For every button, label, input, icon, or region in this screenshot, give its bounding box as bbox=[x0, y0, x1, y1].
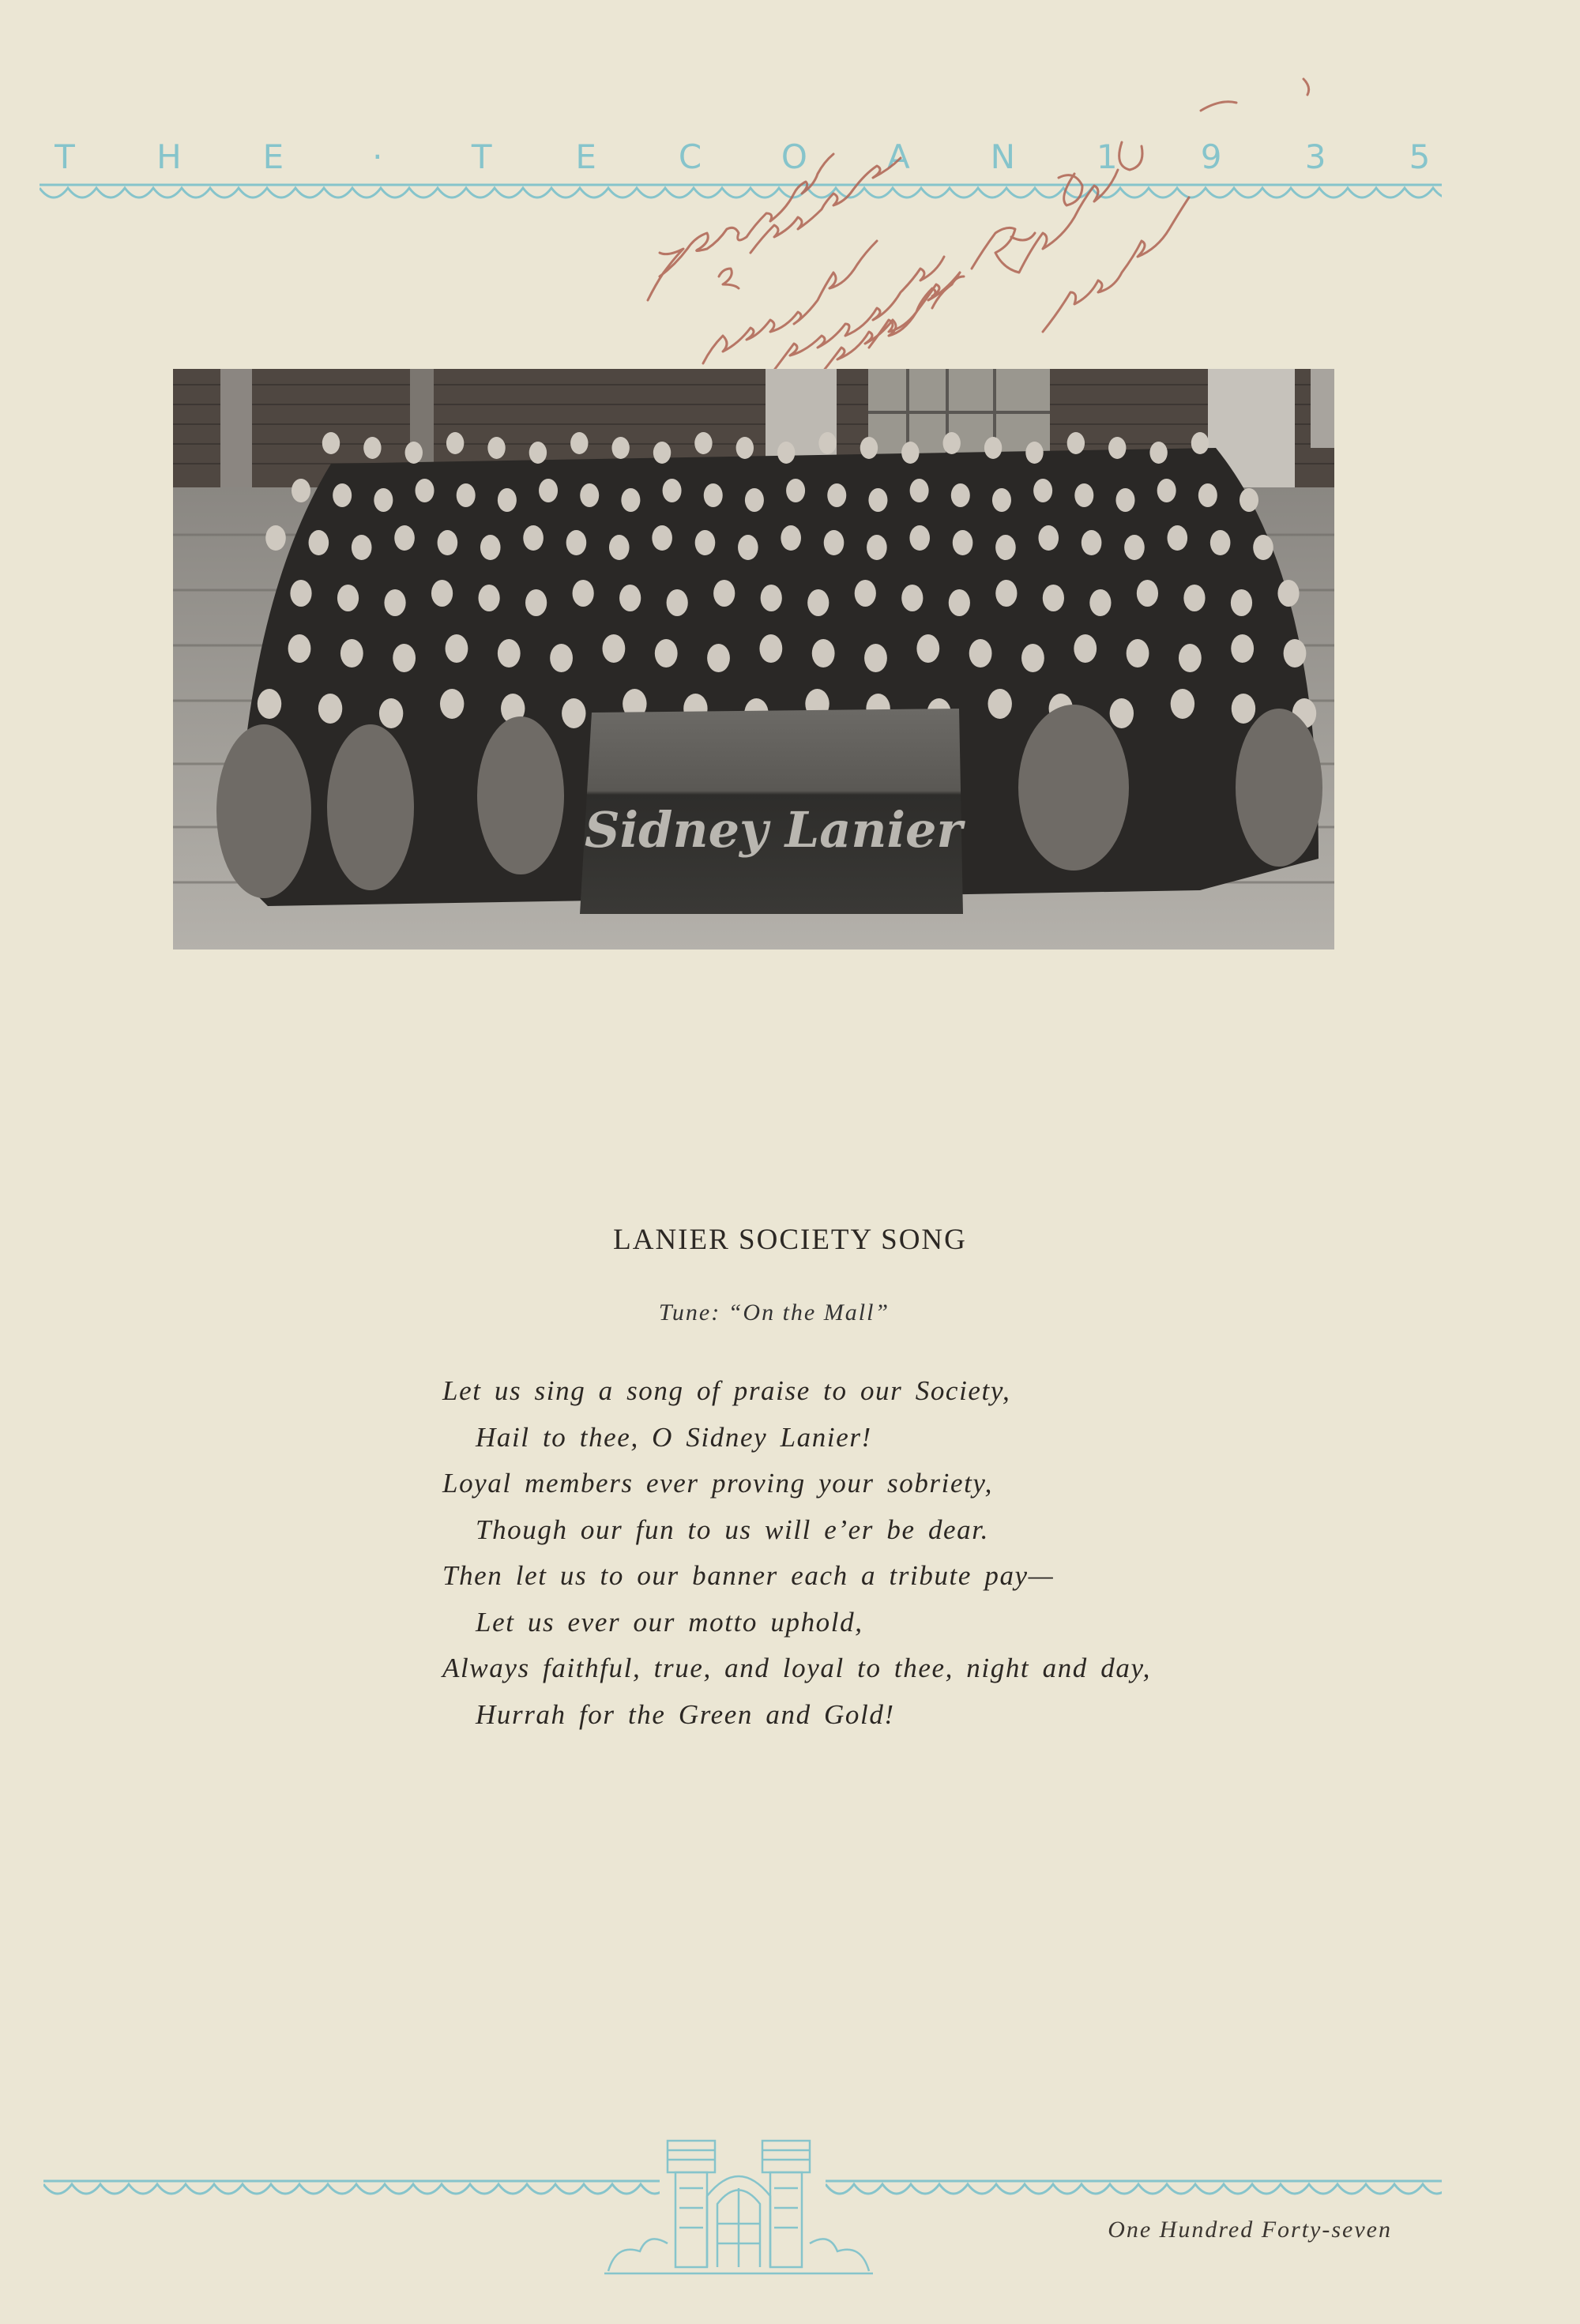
crowd-face bbox=[290, 580, 311, 607]
crowd-face bbox=[860, 437, 878, 459]
crowd-face bbox=[379, 698, 403, 728]
header-letter: 3 bbox=[1304, 137, 1326, 176]
crowd-face bbox=[704, 483, 723, 507]
header-letter: O bbox=[781, 137, 807, 176]
crowd-face bbox=[318, 694, 342, 724]
crowd-face bbox=[566, 530, 587, 555]
crowd-face bbox=[916, 634, 939, 663]
crowd-face bbox=[653, 442, 671, 464]
crowd-face bbox=[1168, 525, 1188, 551]
crowd-face bbox=[523, 525, 544, 551]
verse-line: Let us ever our motto uphold, bbox=[476, 1606, 863, 1638]
crowd-face bbox=[738, 535, 758, 560]
crowd-face bbox=[322, 432, 340, 454]
crowd-face bbox=[1137, 580, 1158, 607]
crowd-face bbox=[1232, 694, 1255, 724]
crowd-face bbox=[337, 585, 359, 611]
crowd-face bbox=[984, 437, 1002, 459]
verse-line: Let us sing a song of praise to our Society, bbox=[442, 1375, 1011, 1406]
crowd-face bbox=[695, 530, 716, 555]
crowd-face bbox=[1157, 479, 1176, 502]
crowd-face bbox=[405, 442, 423, 464]
crowd-face bbox=[781, 525, 801, 551]
crowd-face bbox=[480, 535, 501, 560]
crowd-face bbox=[478, 585, 499, 611]
crowd-face bbox=[394, 525, 415, 551]
crowd-face bbox=[995, 535, 1016, 560]
header-letter: 1 bbox=[1096, 137, 1118, 176]
crowd-face bbox=[457, 483, 476, 507]
song-verse bbox=[442, 1368, 1390, 1738]
crowd-face bbox=[333, 483, 352, 507]
crowd-face bbox=[619, 585, 641, 611]
crowd-face bbox=[1183, 585, 1205, 611]
crowd-face bbox=[864, 644, 887, 672]
verse-line: Though our fun to us will e’er be dear. bbox=[476, 1514, 989, 1545]
crowd-face bbox=[827, 483, 846, 507]
song-tune: Tune: “On the Mall” bbox=[658, 1299, 890, 1326]
crowd-face bbox=[525, 589, 547, 616]
crowd-face bbox=[1067, 432, 1085, 454]
crowd-face bbox=[1198, 483, 1217, 507]
crowd-face bbox=[1277, 580, 1299, 607]
crowd-face bbox=[969, 639, 992, 667]
crowd-face bbox=[580, 483, 599, 507]
handwritten-inscription bbox=[600, 16, 1454, 387]
crowd-face bbox=[667, 589, 688, 616]
header-letter: C bbox=[678, 137, 702, 176]
crowd-face bbox=[694, 432, 712, 454]
crowd-face bbox=[550, 644, 573, 672]
crowd-face bbox=[1110, 698, 1134, 728]
crowd-face bbox=[812, 639, 835, 667]
verse-line: Hurrah for the Green and Gold! bbox=[476, 1698, 895, 1730]
verse-line: Hail to thee, O Sidney Lanier! bbox=[476, 1421, 872, 1453]
header-letter: T bbox=[471, 137, 492, 176]
crowd-face bbox=[363, 437, 381, 459]
crowd-face bbox=[352, 535, 372, 560]
crowd-face bbox=[374, 488, 393, 512]
crowd-face bbox=[943, 432, 961, 454]
footer-wave-divider-left bbox=[43, 2176, 660, 2208]
crowd-face bbox=[1082, 530, 1102, 555]
crowd-face bbox=[855, 580, 876, 607]
crowd-face bbox=[992, 488, 1011, 512]
crowd-face bbox=[901, 442, 919, 464]
crowd-face bbox=[1240, 488, 1258, 512]
page-number: One Hundred Forty-seven bbox=[1108, 2217, 1392, 2243]
crowd-face bbox=[713, 580, 735, 607]
crowd-face bbox=[446, 634, 468, 663]
crowd-face bbox=[786, 479, 805, 502]
crowd-face bbox=[909, 525, 930, 551]
crowd-face bbox=[1284, 639, 1307, 667]
crowd-face bbox=[1253, 535, 1273, 560]
crowd-face bbox=[1191, 432, 1209, 454]
header-letter: · bbox=[372, 137, 383, 176]
crowd-face bbox=[901, 585, 923, 611]
crowd-face bbox=[736, 437, 754, 459]
photo-scene bbox=[173, 369, 1334, 950]
crowd-face bbox=[807, 589, 829, 616]
crowd-face bbox=[818, 432, 836, 454]
header-letter: 5 bbox=[1409, 137, 1431, 176]
crowd-face bbox=[761, 585, 782, 611]
crowd-face bbox=[609, 535, 630, 560]
crowd-face bbox=[498, 488, 517, 512]
crowd-face bbox=[951, 483, 970, 507]
crowd-face bbox=[431, 580, 453, 607]
crowd-face bbox=[824, 530, 845, 555]
crowd-face bbox=[265, 525, 286, 551]
crowd-face bbox=[707, 644, 730, 672]
crowd-face bbox=[1021, 644, 1044, 672]
header-letter: T bbox=[55, 137, 75, 176]
crowd-face bbox=[655, 639, 678, 667]
header-letter: E bbox=[262, 137, 284, 176]
header-letter: E bbox=[575, 137, 596, 176]
crowd-face bbox=[867, 535, 887, 560]
crowd-face bbox=[1149, 442, 1167, 464]
crowd-face bbox=[288, 634, 311, 663]
crowd-face bbox=[487, 437, 505, 459]
crowd-face bbox=[1038, 525, 1059, 551]
crowd-face bbox=[745, 488, 764, 512]
crowd-face bbox=[663, 479, 682, 502]
crowd-face bbox=[539, 479, 558, 502]
crowd-face bbox=[777, 442, 795, 464]
header-letter: H bbox=[156, 137, 182, 176]
crowd-face bbox=[438, 530, 458, 555]
crowd-face bbox=[498, 639, 521, 667]
crowd-face bbox=[1074, 634, 1097, 663]
crowd-face bbox=[1043, 585, 1064, 611]
crowd-face bbox=[1179, 644, 1202, 672]
crowd-face bbox=[953, 530, 973, 555]
crowd-face bbox=[1074, 483, 1093, 507]
crowd-face bbox=[910, 479, 929, 502]
crowd-face bbox=[258, 689, 281, 719]
crowd-face bbox=[573, 580, 594, 607]
crowd-face bbox=[1210, 530, 1231, 555]
crowd-face bbox=[1108, 437, 1126, 459]
crowd-face bbox=[393, 644, 416, 672]
crowd-face bbox=[1115, 488, 1134, 512]
crowd-face bbox=[949, 589, 970, 616]
crowd-face bbox=[1127, 639, 1149, 667]
header-letter: N bbox=[990, 137, 1015, 176]
crowd-face bbox=[1231, 589, 1252, 616]
crowd-face bbox=[1033, 479, 1052, 502]
crowd-face bbox=[384, 589, 405, 616]
header-letter: 9 bbox=[1200, 137, 1222, 176]
crowd-face bbox=[868, 488, 887, 512]
crowd-face bbox=[416, 479, 434, 502]
group-photograph bbox=[173, 369, 1334, 950]
crowd-face bbox=[562, 698, 585, 728]
crowd-face bbox=[1171, 689, 1194, 719]
crowd-face bbox=[1124, 535, 1145, 560]
crowd-face bbox=[611, 437, 629, 459]
building-doorway-icon bbox=[600, 2133, 877, 2283]
crowd-face bbox=[621, 488, 640, 512]
crowd-face bbox=[309, 530, 329, 555]
header-letter: A bbox=[887, 137, 910, 176]
crowd-face bbox=[446, 432, 464, 454]
crowd-face bbox=[652, 525, 672, 551]
verse-line: Then let us to our banner each a tribute pay— bbox=[442, 1560, 1055, 1591]
crowd-face bbox=[1089, 589, 1111, 616]
song-title: LANIER SOCIETY SONG bbox=[613, 1224, 967, 1256]
crowd-face bbox=[340, 639, 363, 667]
crowd-face bbox=[1025, 442, 1043, 464]
crowd-face bbox=[1231, 634, 1254, 663]
crowd-face bbox=[759, 634, 782, 663]
banner-label: Sidney Lanier bbox=[584, 801, 963, 859]
crowd-face bbox=[529, 442, 547, 464]
crowd-face bbox=[292, 479, 310, 502]
crowd-face bbox=[995, 580, 1017, 607]
crowd-face bbox=[570, 432, 588, 454]
crowd-face bbox=[602, 634, 625, 663]
crowd-face bbox=[988, 689, 1012, 719]
verse-line: Loyal members ever proving your sobriety, bbox=[442, 1468, 993, 1499]
verse-line: Always faithful, true, and loyal to thee, night and day, bbox=[442, 1653, 1152, 1683]
footer-wave-divider-right bbox=[826, 2176, 1442, 2208]
crowd-face bbox=[440, 689, 464, 719]
